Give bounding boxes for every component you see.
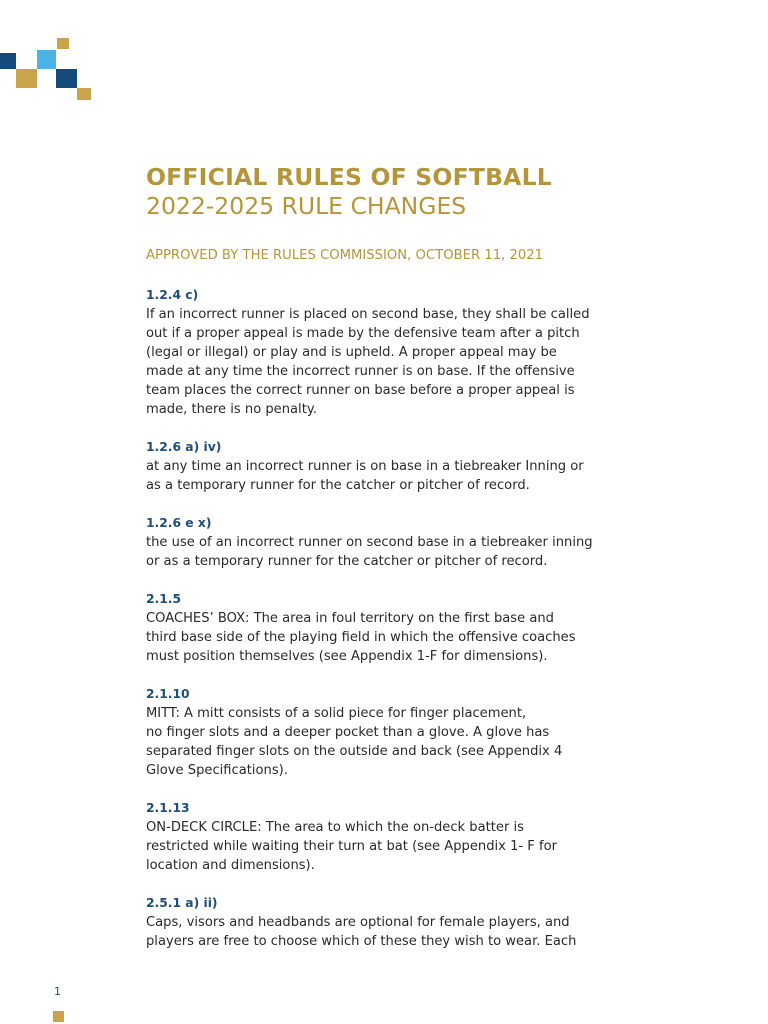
rule-text-line: separated finger slots on the outside and back (see Appendix 4 <box>146 744 563 759</box>
rule-number: 2.1.10 <box>146 687 190 701</box>
rule-text-line: (legal or illegal) or play and is upheld. A proper appeal may be <box>146 345 557 360</box>
rule-text-line: MITT: A mitt consists of a solid piece for finger placement, <box>146 706 527 721</box>
rule-text-line: the use of an incorrect runner on second base in a tiebreaker inning <box>146 535 593 550</box>
rule-text-line: location and dimensions). <box>146 858 315 873</box>
rule-1-2-4-c <box>146 286 686 419</box>
rule-text-line: restricted while waiting their turn at bat (see Appendix 1- F for <box>146 839 557 854</box>
rule-1-2-6-e-x <box>146 514 686 571</box>
rule-text-line: Caps, visors and headbands are optional for female players, and <box>146 915 570 930</box>
logo-square-gold-left <box>16 69 37 88</box>
rule-text-line: no finger slots and a deeper pocket than a glove. A glove has <box>146 725 550 740</box>
rule-number: 1.2.6 e x) <box>146 516 212 530</box>
rule-number: 1.2.4 c) <box>146 288 199 302</box>
rule-text-line: made, there is no penalty. <box>146 402 317 417</box>
rule-text-line: third base side of the playing field in which the offensive coaches <box>146 630 576 645</box>
document-subtitle: 2022-2025 RULE CHANGES <box>146 192 467 220</box>
rule-2-1-13 <box>146 799 686 875</box>
rule-text-line: out if a proper appeal is made by the defensive team after a pitch <box>146 326 580 341</box>
rule-text-line: as a temporary runner for the catcher or pitcher of record. <box>146 478 530 493</box>
rules-list <box>146 286 686 970</box>
document-title: OFFICIAL RULES OF SOFTBALL <box>146 163 552 191</box>
rule-number: 2.5.1 a) ii) <box>146 896 218 910</box>
rule-number: 2.1.13 <box>146 801 190 815</box>
logo-square-gold-top <box>57 38 69 49</box>
logo-square-lightblue <box>37 50 56 69</box>
logo-square-navy-left <box>0 53 16 69</box>
rule-text-line: at any time an incorrect runner is on base in a tiebreaker Inning or <box>146 459 584 474</box>
page-number: 1 <box>54 985 61 998</box>
rule-text-line: players are free to choose which of these they wish to wear. Each <box>146 934 577 949</box>
rule-number: 1.2.6 a) iv) <box>146 440 222 454</box>
rule-2-1-10 <box>146 685 686 780</box>
rule-text-line: If an incorrect runner is placed on second base, they shall be called <box>146 307 590 322</box>
rule-2-1-5 <box>146 590 686 666</box>
logo-square-navy-right <box>56 69 77 88</box>
rule-text-line: COACHES’ BOX: The area in foul territory on the first base and <box>146 611 554 626</box>
logo-square-gold-small <box>77 88 91 100</box>
rule-text-line: or as a temporary runner for the catcher or pitcher of record. <box>146 554 548 569</box>
footer-gold-square <box>53 1011 64 1022</box>
rule-number: 2.1.5 <box>146 592 182 606</box>
approval-note: APPROVED BY THE RULES COMMISSION, OCTOBER 11, 2021 <box>146 248 544 263</box>
rule-text-line: must position themselves (see Appendix 1-F for dimensions). <box>146 649 548 664</box>
rule-text-line: team places the correct runner on base before a proper appeal is <box>146 383 575 398</box>
rule-text-line: Glove Specifications). <box>146 763 288 778</box>
rule-text-line: made at any time the incorrect runner is on base. If the offensive <box>146 364 575 379</box>
rule-2-5-1-a-ii <box>146 894 686 951</box>
rule-1-2-6-a-iv <box>146 438 686 495</box>
rule-text-line: ON-DECK CIRCLE: The area to which the on-deck batter is <box>146 820 524 835</box>
